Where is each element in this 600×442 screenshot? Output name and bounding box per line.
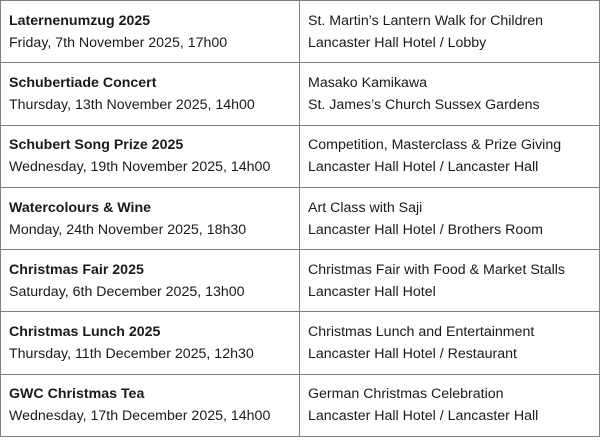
event-description: Art Class with Saji <box>308 199 423 216</box>
event-title: Christmas Lunch 2025 <box>9 324 161 341</box>
event-title-cell <box>1 312 300 374</box>
event-location: Lancaster Hall Hotel <box>308 283 436 300</box>
event-description: Competition, Masterclass & Prize Giving <box>308 137 562 154</box>
event-datetime: Friday, 7th November 2025, 17h00 <box>9 34 228 51</box>
event-title-cell <box>1 187 300 249</box>
event-details-cell <box>300 187 600 249</box>
event-location: St. James’s Church Sussex Gardens <box>308 96 540 113</box>
event-datetime: Saturday, 6th December 2025, 13h00 <box>9 283 245 300</box>
event-row <box>1 312 600 374</box>
event-title: Watercolours & Wine <box>9 199 152 216</box>
event-title: Schubertiade Concert <box>9 74 157 91</box>
event-location: Lancaster Hall Hotel / Brothers Room <box>308 221 543 238</box>
event-title-cell <box>1 1 300 63</box>
event-location: Lancaster Hall Hotel / Restaurant <box>308 346 517 363</box>
event-description: Masako Kamikawa <box>308 74 428 91</box>
event-description: St. Martin’s Lantern Walk for Children <box>308 12 543 29</box>
event-description: Christmas Fair with Food & Market Stalls <box>308 261 566 278</box>
event-title: Christmas Fair 2025 <box>9 261 144 278</box>
event-title: Laternenumzug 2025 <box>9 12 151 29</box>
event-description: Christmas Lunch and Entertainment <box>308 324 535 341</box>
event-datetime: Monday, 24th November 2025, 18h30 <box>9 221 247 238</box>
event-location: Lancaster Hall Hotel / Lancaster Hall <box>308 159 539 176</box>
event-details-cell <box>300 374 600 436</box>
event-description: German Christmas Celebration <box>308 386 504 403</box>
event-details-cell <box>300 1 600 63</box>
event-title-cell <box>1 250 300 312</box>
event-title: GWC Christmas Tea <box>9 386 145 403</box>
event-title-cell <box>1 125 300 187</box>
event-row <box>1 1 600 63</box>
event-row <box>1 250 600 312</box>
event-details-cell <box>300 312 600 374</box>
event-details-cell <box>300 250 600 312</box>
event-row <box>1 125 600 187</box>
event-location: Lancaster Hall Hotel / Lancaster Hall <box>308 408 539 425</box>
event-details-cell <box>300 125 600 187</box>
event-row <box>1 374 600 436</box>
event-datetime: Thursday, 11th December 2025, 12h30 <box>9 346 254 363</box>
event-title-cell <box>1 63 300 125</box>
event-title: Schubert Song Prize 2025 <box>9 137 184 154</box>
event-row <box>1 63 600 125</box>
event-datetime: Thursday, 13th November 2025, 14h00 <box>9 96 255 113</box>
event-datetime: Wednesday, 19th November 2025, 14h00 <box>9 159 271 176</box>
event-details-cell <box>300 63 600 125</box>
event-row <box>1 187 600 249</box>
event-title-cell <box>1 374 300 436</box>
event-datetime: Wednesday, 17th December 2025, 14h00 <box>9 408 271 425</box>
event-location: Lancaster Hall Hotel / Lobby <box>308 34 487 51</box>
